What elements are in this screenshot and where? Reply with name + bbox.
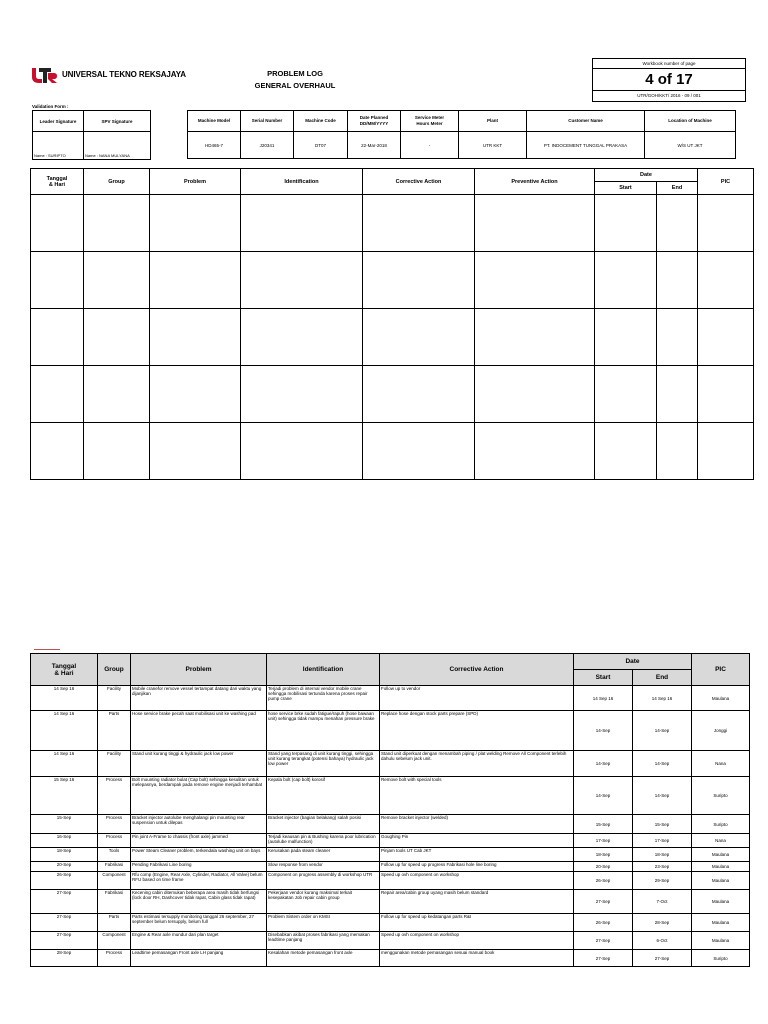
- cell-corrective-action: Follow up for speed up kedatangan parts R&I: [380, 914, 574, 932]
- machine-info-table: [187, 110, 736, 159]
- cell-start: 15-Sep: [574, 815, 633, 834]
- cell-corrective-action: Speed up ovh component on workshop: [380, 872, 574, 890]
- blank-cell[interactable]: [595, 366, 657, 423]
- cell-start: 14-Sep: [574, 751, 633, 777]
- col-start: Start: [595, 182, 657, 195]
- table-row: [31, 890, 750, 914]
- log-col-end: End: [633, 670, 692, 686]
- cell-problem: Mobile cranefor remove vessel tertampat datang dari waktu yang dijanjikan: [131, 686, 267, 711]
- cell-tanggal: 18-Sep: [31, 848, 98, 862]
- cell-start: 26-Sep: [574, 914, 633, 932]
- table-row: [31, 711, 750, 751]
- blank-cell[interactable]: [31, 366, 84, 423]
- blank-cell[interactable]: [698, 195, 754, 252]
- cell-problem: Parts estimasi tersupply monitoring tanggal 26 september, 27 september belum tersupply, belum full: [131, 914, 267, 932]
- log-col-identification: Identification: [267, 654, 380, 686]
- problem-log-table: [30, 653, 750, 967]
- log-col-tanggal: Tanggal & Hari: [31, 654, 98, 686]
- log-col-corrective-action: Corrective Action: [380, 654, 574, 686]
- cell-identification: Problem Sistem order on KMSI: [267, 914, 380, 932]
- cell-corrective-action: Repair area/cabin group uyang masih belum standard: [380, 890, 574, 914]
- blank-cell[interactable]: [241, 195, 363, 252]
- cell-pic: Nana: [692, 834, 750, 848]
- cell-identification: Kepala bolt (cap bolt) korosif: [267, 777, 380, 815]
- blank-cell[interactable]: [475, 423, 595, 480]
- table-row: [31, 686, 750, 711]
- log-col-date: Date: [574, 654, 692, 670]
- plant-value: UTR KKT: [459, 132, 527, 159]
- cell-identification: Terjadi keausan pin & Bushing karena poor lubrication (autolube malfunction): [267, 834, 380, 848]
- cell-tanggal: 28-Sep: [31, 950, 98, 967]
- blank-cell[interactable]: [363, 366, 475, 423]
- cell-end: 14 Sep 16: [633, 686, 692, 711]
- company-name: UNIVERSAL TEKNO REKSAJAYA: [62, 70, 186, 79]
- cell-problem: Rfu comp (Engine, Rear Axle, Cylinder, Radiator, All Valve) belum RFU based on time frame: [131, 872, 267, 890]
- table-row: [31, 848, 750, 862]
- cell-identification: Bracket injector (bagian belakang) salah posisi: [267, 815, 380, 834]
- service-meter-value: -: [401, 132, 459, 159]
- red-line-marker: [34, 649, 60, 650]
- cell-end: 6-Oct: [633, 932, 692, 950]
- blank-cell[interactable]: [698, 366, 754, 423]
- spv-signature-header: SPV Signature: [84, 111, 151, 132]
- blank-cell[interactable]: [241, 309, 363, 366]
- cell-identification: Stand yang terpasang di unit kurang tinggi, sehingga unit kurang terangkat (potensi bahaya) hydraulic jack low power: [267, 751, 380, 777]
- machine-header-cell: Customer Name: [527, 111, 645, 132]
- cell-tanggal: 14 Sep 16: [31, 686, 98, 711]
- log-col-pic: PIC: [692, 654, 750, 686]
- blank-cell[interactable]: [363, 195, 475, 252]
- workbook-label: Workbook number of page: [593, 59, 745, 69]
- workbook-page-box: [592, 58, 746, 102]
- cell-pic: Nana: [692, 751, 750, 777]
- blank-cell[interactable]: [595, 195, 657, 252]
- cell-identification: hose service brke sudah fatigue/rapuh (hose bawaan unit) sehingga tidak mampu menahan pressure brake: [267, 711, 380, 751]
- cell-pic: Suripto: [692, 777, 750, 815]
- blank-cell[interactable]: [241, 252, 363, 309]
- cell-corrective-action: Speed up ovh component on workshop: [380, 932, 574, 950]
- problem-log-body: [31, 686, 750, 967]
- cell-pic: Maulana: [692, 848, 750, 862]
- cell-identification: Kesalahan metode pemasangan front axle: [267, 950, 380, 967]
- blank-cell[interactable]: [241, 366, 363, 423]
- cell-tanggal: 15 Sep 16: [31, 777, 98, 815]
- table-row: [31, 751, 750, 777]
- cell-pic: Maulana: [692, 862, 750, 872]
- cell-problem: Pin joint A-Frame to chassis (front axle) jammed: [131, 834, 267, 848]
- cell-tanggal: 16-Sep: [31, 834, 98, 848]
- document-title: [230, 68, 360, 92]
- table-row: [31, 932, 750, 950]
- cell-identification: Terjadi problem di internal vendor mobile crane sehingga mobilisasi tertunda karena proses repair pump crane: [267, 686, 380, 711]
- blank-cell[interactable]: [150, 309, 241, 366]
- log-col-start: Start: [574, 670, 633, 686]
- blank-row: [31, 309, 754, 366]
- cell-identification: Pekerjaan vendor kurang maksimal terkait kesepakatan Job repair cabin group: [267, 890, 380, 914]
- machine-header-cell: Machine Code: [294, 111, 348, 132]
- blank-cell[interactable]: [84, 252, 150, 309]
- blank-cell[interactable]: [150, 423, 241, 480]
- cell-problem: Engine & Rear axle mundur dari plan target: [131, 932, 267, 950]
- machine-header-cell: Service Meter Hours Meter: [401, 111, 459, 132]
- blank-cell[interactable]: [475, 309, 595, 366]
- blank-cell[interactable]: [475, 252, 595, 309]
- cell-group: Process: [98, 834, 131, 848]
- cell-end: 14-Sep: [633, 751, 692, 777]
- cell-end: 23-Sep: [633, 862, 692, 872]
- blank-cell[interactable]: [150, 252, 241, 309]
- cell-tanggal: 20-Sep: [31, 862, 98, 872]
- machine-header-cell: Location of Machine: [645, 111, 736, 132]
- col-end: End: [657, 182, 698, 195]
- validation-form-label: Validation Form :: [32, 104, 69, 109]
- blank-row: [31, 252, 754, 309]
- table-row: [31, 950, 750, 967]
- cell-end: 7-Oct: [633, 890, 692, 914]
- blank-cell[interactable]: [657, 423, 698, 480]
- cell-corrective-action: menggunakan metode pemasangan sesuai manual book: [380, 950, 574, 967]
- col-identification: Identification: [241, 169, 363, 195]
- cell-pic: Suripto: [692, 950, 750, 967]
- col-corrective-action: Corrective Action: [363, 169, 475, 195]
- blank-cell[interactable]: [31, 195, 84, 252]
- blank-cell[interactable]: [150, 195, 241, 252]
- cell-group: Parts: [98, 711, 131, 751]
- cell-end: 29-Sep: [633, 872, 692, 890]
- table-row: [31, 914, 750, 932]
- cell-start: 20-Sep: [574, 862, 633, 872]
- cell-start: 27-Sep: [574, 932, 633, 950]
- title-line-1: PROBLEM LOG: [267, 69, 323, 78]
- col-pic: PIC: [698, 169, 754, 195]
- date-planned-value: 22-Mar-2018: [348, 132, 401, 159]
- log-col-problem: Problem: [131, 654, 267, 686]
- table-row: [31, 862, 750, 872]
- col-tanggal: Tanggal & Hari: [31, 169, 84, 195]
- blank-cell[interactable]: [31, 309, 84, 366]
- cell-identification: Slow response from vendor: [267, 862, 380, 872]
- cell-start: 18-Sep: [574, 848, 633, 862]
- cell-pic: Suripto: [692, 815, 750, 834]
- blank-row: [31, 423, 754, 480]
- cell-problem: Hose service brake pecah saat mobilisasi unit ke washing pad: [131, 711, 267, 751]
- cell-end: 14-Sep: [633, 711, 692, 751]
- blank-cell[interactable]: [595, 252, 657, 309]
- cell-tanggal: 27-Sep: [31, 890, 98, 914]
- col-preventive-action: Preventive Action: [475, 169, 595, 195]
- blank-row: [31, 195, 754, 252]
- cell-corrective-action: Goughing Pin: [380, 834, 574, 848]
- page-number: 4 of 17: [645, 71, 693, 88]
- spv-name: Name : NANA MULYANA: [85, 153, 130, 158]
- machine-header-cell: Machine Model: [188, 111, 241, 132]
- cell-end: 18-Sep: [633, 848, 692, 862]
- cell-pic: Maulana: [692, 872, 750, 890]
- blank-cell[interactable]: [698, 423, 754, 480]
- blank-cell[interactable]: [363, 423, 475, 480]
- cell-corrective-action: Follow up to vendor: [380, 686, 574, 711]
- cell-group: Component: [98, 932, 131, 950]
- location-value: W/S UT JKT: [645, 132, 736, 159]
- blank-cell[interactable]: [698, 252, 754, 309]
- cell-end: 14-Sep: [633, 777, 692, 815]
- cell-start: 27-Sep: [574, 950, 633, 967]
- blank-cell[interactable]: [475, 195, 595, 252]
- cell-pic: Jonggi: [692, 711, 750, 751]
- cell-corrective-action: Stand unit diperkuat dengan menambah piping / plat welding Remove All Component terlebih dahulu sebelum jack unit.: [380, 751, 574, 777]
- col-group: Group: [84, 169, 150, 195]
- cell-tanggal: 27-Sep: [31, 914, 98, 932]
- cell-start: 27-Sep: [574, 890, 633, 914]
- company-logo: [30, 66, 190, 86]
- leader-name: Name : SURIPTO: [34, 153, 66, 158]
- blank-row: [31, 366, 754, 423]
- cell-group: Tools: [98, 848, 131, 862]
- cell-end: 17-Sep: [633, 834, 692, 848]
- cell-problem: Stand unit kurang tinggi & hydraulic jack low power: [131, 751, 267, 777]
- cell-group: Facility: [98, 686, 131, 711]
- cell-group: Process: [98, 777, 131, 815]
- blank-cell[interactable]: [84, 309, 150, 366]
- cell-start: 17-Sep: [574, 834, 633, 848]
- leader-signature-cell[interactable]: [33, 132, 84, 160]
- cell-identification: Disebabkan akibat proses fabrikasi yang memakan leadtime panjang: [267, 932, 380, 950]
- table-row: [31, 777, 750, 815]
- blank-cell[interactable]: [241, 423, 363, 480]
- cell-tanggal: 15-Sep: [31, 815, 98, 834]
- blank-problem-table: [30, 168, 754, 480]
- cell-group: Component: [98, 872, 131, 890]
- blank-cell[interactable]: [657, 252, 698, 309]
- cell-pic: Maulana: [692, 914, 750, 932]
- blank-cell[interactable]: [84, 423, 150, 480]
- cell-end: 15-Sep: [633, 815, 692, 834]
- blank-cell[interactable]: [657, 195, 698, 252]
- cell-problem: Bracket injector autolube menghalangi pin mounting rear suspension untuk dilepas: [131, 815, 267, 834]
- serial-number-value: J20341: [241, 132, 294, 159]
- blank-cell[interactable]: [31, 252, 84, 309]
- cell-corrective-action: Remove bracket injector (welded): [380, 815, 574, 834]
- machine-header-cell: Date Planned DD/MM/YYYY: [348, 111, 401, 132]
- table-row: [31, 834, 750, 848]
- title-line-2: GENERAL OVERHAUL: [254, 81, 336, 90]
- blank-cell[interactable]: [363, 309, 475, 366]
- cell-group: Process: [98, 950, 131, 967]
- cell-start: 14 Sep 16: [574, 686, 633, 711]
- machine-model-value: HD465-7: [188, 132, 241, 159]
- cell-corrective-action: Replace hose dengan stock parts prepare (SPD): [380, 711, 574, 751]
- cell-pic: Maulana: [692, 890, 750, 914]
- cell-tanggal: 14 Sep 16: [31, 751, 98, 777]
- signature-table: [32, 110, 151, 160]
- blank-cell[interactable]: [84, 195, 150, 252]
- cell-problem: Power Steam Cleaner problem, terkendala washing unit on bays: [131, 848, 267, 862]
- blank-cell[interactable]: [698, 309, 754, 366]
- col-date: Date: [595, 169, 698, 182]
- col-problem: Problem: [150, 169, 241, 195]
- blank-cell[interactable]: [475, 366, 595, 423]
- leader-signature-header: Leader Signature: [33, 111, 84, 132]
- utr-logo-icon: [30, 66, 58, 84]
- cell-corrective-action: Follow up for speed up progress Fabrikasi hole line boring: [380, 862, 574, 872]
- machine-header-cell: Serial Number: [241, 111, 294, 132]
- blank-cell[interactable]: [150, 366, 241, 423]
- blank-cell[interactable]: [595, 309, 657, 366]
- cell-group: Facility: [98, 751, 131, 777]
- blank-cell[interactable]: [31, 423, 84, 480]
- cell-problem: Bolt mounting radiator bulat (Cap bolt) sehingga kesulitan untuk melepasnya, berdampak pada remove engine menjadi terhambat: [131, 777, 267, 815]
- machine-header-cell: Plant: [459, 111, 527, 132]
- table-row: [31, 872, 750, 890]
- cell-end: 28-Sep: [633, 914, 692, 932]
- document-code: UTR/GOH/KKT/ 2016 - 09 / 001: [593, 90, 745, 101]
- cell-group: Parts: [98, 914, 131, 932]
- cell-group: Fabrikasi: [98, 862, 131, 872]
- blank-cell[interactable]: [657, 366, 698, 423]
- cell-group: Fabrikasi: [98, 890, 131, 914]
- cell-tanggal: 14 Sep 16: [31, 711, 98, 751]
- cell-corrective-action: Remove bolt with special tools: [380, 777, 574, 815]
- log-col-group: Group: [98, 654, 131, 686]
- cell-end: 27-Sep: [633, 950, 692, 967]
- cell-corrective-action: Pinjam tools UT Cab JKT: [380, 848, 574, 862]
- cell-problem: Pending Fabrikasi Line boring: [131, 862, 267, 872]
- spv-signature-cell[interactable]: [84, 132, 151, 160]
- cell-pic: Maulana: [692, 932, 750, 950]
- blank-cell[interactable]: [595, 423, 657, 480]
- cell-tanggal: 26-Sep: [31, 872, 98, 890]
- cell-problem: Kecening cabin ditemukan beberapa area masih tidak berfungsi (lock door RH, Dashcover tidak rapat, Cabin glass tidak rapat): [131, 890, 267, 914]
- blank-cell[interactable]: [363, 252, 475, 309]
- table-row: [31, 815, 750, 834]
- blank-cell[interactable]: [84, 366, 150, 423]
- machine-code-value: DT07: [294, 132, 348, 159]
- cell-tanggal: 27-Sep: [31, 932, 98, 950]
- cell-start: 14-Sep: [574, 711, 633, 751]
- cell-problem: Leadtime pemasangan Front axle LH panjang: [131, 950, 267, 967]
- cell-start: 14-Sep: [574, 777, 633, 815]
- cell-identification: Kerusakan pada steam cleaner: [267, 848, 380, 862]
- cell-identification: Component on progress assembly di workshop UTR: [267, 872, 380, 890]
- customer-name-value: PT. INDOCEMENT TUNGGAL PRAKASA: [527, 132, 645, 159]
- cell-pic: Maulana: [692, 686, 750, 711]
- cell-start: 26-Sep: [574, 872, 633, 890]
- blank-cell[interactable]: [657, 309, 698, 366]
- cell-group: Process: [98, 815, 131, 834]
